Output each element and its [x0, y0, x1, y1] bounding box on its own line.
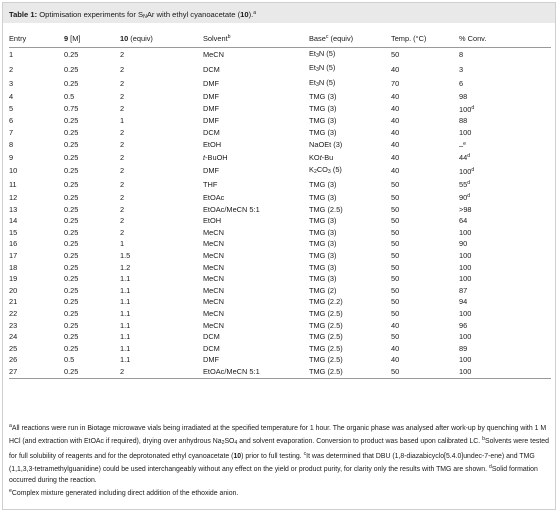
cell-conversion: 55$^d$	[459, 180, 471, 190]
cell-equiv: 2	[120, 192, 125, 202]
cell-equiv: 1.1	[120, 308, 131, 318]
cell-conversion: 100	[459, 262, 472, 272]
cell-entry: 16	[9, 239, 18, 249]
cell-entry: 2	[9, 64, 14, 74]
cell-solvent: EtOH	[203, 140, 222, 150]
cell-base: TMG (3)	[309, 262, 337, 272]
cell-conversion: 96	[459, 320, 468, 330]
cell-temperature: 50	[391, 366, 459, 378]
cell-temperature: 50	[391, 332, 400, 342]
cell-base: TMG (2.5)	[309, 366, 391, 378]
cell-conversion: 100	[459, 274, 472, 284]
cell-solvent: DMF	[203, 355, 220, 365]
table-row	[9, 127, 551, 139]
cell-conversion: >98	[459, 204, 472, 214]
cell-solvent: MeCN	[203, 251, 224, 260]
table-caption	[3, 3, 555, 23]
cell-concentration: 0.25	[64, 343, 79, 353]
cell-temperature: 40	[391, 355, 400, 365]
cell-temperature: 70	[391, 79, 400, 89]
cell-conversion: 98	[459, 92, 468, 102]
cell-solvent: MeCN	[203, 285, 224, 295]
cell-base: TMG (2.2)	[309, 297, 343, 307]
caption-text: Optimisation experiments for S	[37, 10, 144, 19]
cell-entry: 4	[9, 92, 14, 102]
caption-sub: N	[143, 14, 147, 20]
cell-entry: 19	[9, 274, 18, 284]
cell-temperature: 40	[391, 92, 400, 102]
cell-conversion: 8	[459, 50, 464, 59]
cell-conversion: 89	[459, 343, 468, 353]
cell-solvent: DMF	[203, 79, 220, 89]
cell-concentration: 0.25	[64, 297, 79, 307]
cell-entry: 20	[9, 285, 18, 295]
table-row	[9, 262, 551, 274]
cell-concentration: 0.25	[64, 332, 79, 342]
cell-solvent: MeCN	[203, 308, 224, 318]
header-equiv: 10 (equiv)	[120, 31, 203, 47]
cell-base: NaOEt (3)	[309, 140, 343, 150]
cell-concentration: 0.25	[64, 285, 79, 295]
header-row	[9, 31, 551, 47]
cell-temperature: 50	[391, 285, 400, 295]
cell-equiv: 2	[120, 152, 125, 162]
cell-conversion: 90	[459, 239, 468, 249]
cell-equiv: 1.1	[120, 297, 131, 307]
cell-conversion: –$^e$	[459, 140, 467, 150]
cell-entry: 8	[9, 140, 14, 150]
table-row	[9, 238, 551, 250]
cell-entry: 5	[9, 104, 14, 114]
cell-solvent: DCM	[203, 332, 220, 342]
cell-concentration: 0.25	[64, 192, 79, 202]
footnote-abc: $^a$All reactions were run in Biotage microwave vials being irradiated at the specified temperature for 1 hour. The organic phase was analysed after work-up by quenching with 1 M HCl (and extraction with EtOAc if required), drying over anhydrous $Na_2SO_4$ and solvent evaporation. Conversion to product was based upon calibrated LC. $^b$Solvents were tested for full solubility of reagents and for the deprotonated ethyl cyanoacetate (10) prior to full testing. $^c$It was determined that DBU (1,8-diazabicyclo[5.4.0]undec-7-ene) and TMG (1,1,3,3-tetramethylguanidine) could be used interchangeably without any effect on the yield or product purity, for clarity only the results with TMG are shown. $^d$Solid formation occurred during the reaction.	[9, 423, 549, 484]
header-temperature: Temp. (°C)	[391, 31, 459, 47]
cell-conversion: 3	[459, 64, 464, 74]
cell-equiv: 2	[120, 79, 125, 89]
cell-base: TMG (2.5)	[309, 332, 343, 342]
cell-base: KOt-Bu	[309, 152, 334, 162]
table-row	[9, 331, 551, 343]
cell-concentration: 0.25	[64, 262, 79, 272]
cell-conversion: 100$^d$	[459, 166, 475, 176]
table-row	[9, 296, 551, 308]
header-solvent: Solvent$^b$	[203, 31, 309, 47]
cell-temperature: 50	[391, 179, 400, 189]
table-row	[9, 164, 551, 179]
table-row	[9, 343, 551, 355]
cell-conversion: 100	[459, 251, 472, 260]
cell-temperature: 40	[391, 152, 400, 162]
cell-concentration: 0.25	[64, 128, 79, 138]
table-row	[9, 285, 551, 297]
cell-concentration: 0.25	[64, 308, 79, 318]
cell-entry: 17	[9, 251, 18, 260]
cell-solvent: DCM	[203, 128, 220, 138]
cell-concentration: 0.25	[64, 50, 79, 59]
cell-base: TMG (2.5)	[309, 308, 343, 318]
cell-conversion: 88	[459, 116, 468, 126]
cell-temperature: 50	[391, 251, 400, 260]
table-row	[9, 139, 551, 152]
cell-equiv: 2	[120, 227, 125, 237]
cell-concentration: 0.25	[64, 274, 79, 284]
cell-temperature: 50	[391, 50, 400, 59]
cell-concentration: 0.25	[64, 79, 79, 89]
cell-base: $Et_3N$ (5)	[309, 63, 336, 74]
caption-text-mid: Ar with ethyl cyanoacetate (	[146, 10, 241, 19]
cell-temperature: 40	[391, 140, 400, 150]
cell-equiv: 1.1	[120, 274, 131, 284]
cell-entry: 26	[9, 355, 18, 365]
cell-solvent: DMF	[203, 104, 220, 114]
cell-solvent: EtOAc	[203, 192, 225, 202]
cell-concentration: 0.25	[64, 227, 79, 237]
cell-concentration: 0.25	[64, 366, 120, 378]
cell-solvent: MeCN	[203, 297, 224, 307]
optimisation-table	[9, 31, 551, 379]
table-row	[9, 62, 551, 77]
cell-entry: 1	[9, 50, 14, 59]
cell-concentration: 0.25	[64, 140, 79, 150]
cell-base: TMG (3)	[309, 251, 337, 260]
cell-base: TMG (2.5)	[309, 343, 343, 353]
cell-solvent: DMF	[203, 166, 220, 176]
cell-entry: 25	[9, 343, 18, 353]
cell-equiv: 1.1	[120, 320, 131, 330]
cell-solvent: DMF	[203, 116, 220, 126]
cell-temperature: 40	[391, 166, 400, 176]
cell-entry: 27	[9, 366, 64, 378]
header-conversion: % Conv.	[459, 31, 551, 47]
cell-entry: 13	[9, 204, 18, 214]
cell-temperature: 40	[391, 343, 400, 353]
cell-solvent: MeCN	[203, 50, 224, 59]
cell-entry: 12	[9, 192, 18, 202]
cell-concentration: 0.25	[64, 64, 79, 74]
cell-entry: 22	[9, 308, 18, 318]
cell-conversion: 44$^d$	[459, 153, 471, 163]
cell-conversion: 100	[459, 332, 472, 342]
cell-concentration: 0.25	[64, 251, 79, 260]
table-row	[9, 366, 551, 378]
cell-temperature: 50	[391, 297, 400, 307]
cell-concentration: 0.25	[64, 204, 79, 214]
cell-equiv: 2	[120, 166, 125, 176]
cell-entry: 7	[9, 128, 14, 138]
cell-base: TMG (3)	[309, 179, 337, 189]
cell-conversion: 90$^d$	[459, 193, 471, 203]
cell-base: TMG (2.5)	[309, 204, 343, 214]
cell-equiv: 2	[120, 104, 125, 114]
table-footnotes	[9, 421, 551, 499]
table-row	[9, 308, 551, 320]
cell-base: TMG (3)	[309, 116, 337, 126]
cell-base: $Et_3N$ (5)	[309, 77, 336, 88]
cell-entry: 18	[9, 262, 18, 272]
cell-temperature: 40	[391, 104, 400, 114]
cell-equiv: 1.5	[120, 251, 131, 260]
cell-equiv: 1.1	[120, 332, 131, 342]
cell-entry: 21	[9, 297, 18, 307]
cell-base: TMG (3)	[309, 104, 337, 114]
cell-base: TMG (3)	[309, 274, 337, 284]
cell-base: TMG (2.5)	[309, 355, 343, 365]
cell-temperature: 50	[391, 262, 400, 272]
caption-compound: 10	[240, 10, 249, 19]
cell-solvent: EtOAc/MeCN 5:1	[203, 366, 309, 378]
cell-temperature: 40	[391, 128, 400, 138]
cell-solvent: DCM	[203, 343, 220, 353]
cell-entry: 24	[9, 332, 18, 342]
cell-equiv: 2	[120, 140, 125, 150]
cell-concentration: 0.75	[64, 104, 79, 114]
caption-label: Table 1:	[9, 10, 38, 19]
cell-base: TMG (3)	[309, 239, 337, 249]
cell-concentration: 0.25	[64, 216, 79, 226]
cell-temperature: 40	[391, 116, 400, 126]
cell-base: TMG (3)	[309, 227, 337, 237]
cell-solvent: EtOH	[203, 216, 222, 226]
cell-temperature: 50	[391, 204, 400, 214]
cell-solvent: THF	[203, 179, 218, 189]
header-entry: Entry	[9, 31, 64, 47]
cell-concentration: 0.25	[64, 179, 79, 189]
table-body	[9, 47, 551, 378]
cell-base: $Et_3N$ (5)	[309, 48, 336, 59]
cell-equiv: 2	[120, 366, 203, 378]
cell-equiv: 2	[120, 92, 125, 102]
cell-conversion: 100	[459, 227, 472, 237]
table-row	[9, 354, 551, 366]
cell-solvent: MeCN	[203, 227, 224, 237]
cell-conversion: 64	[459, 216, 468, 226]
cell-entry: 10	[9, 166, 18, 176]
cell-concentration: 0.5	[64, 355, 75, 365]
cell-base: TMG (3)	[309, 92, 337, 102]
cell-base: TMG (3)	[309, 128, 337, 138]
cell-solvent: MeCN	[203, 274, 224, 284]
cell-conversion: 94	[459, 297, 468, 307]
cell-solvent: EtOAc/MeCN 5:1	[203, 204, 260, 214]
cell-solvent: DMF	[203, 92, 220, 102]
cell-equiv: 2	[120, 204, 125, 214]
table-row	[9, 320, 551, 332]
cell-base: TMG (2.5)	[309, 320, 343, 330]
cell-concentration: 0.25	[64, 116, 79, 126]
cell-entry: 15	[9, 227, 18, 237]
table-row	[9, 250, 551, 262]
table-row	[9, 215, 551, 227]
cell-equiv: 2	[120, 64, 125, 74]
cell-conversion: 87	[459, 285, 468, 295]
cell-equiv: 2	[120, 179, 125, 189]
header-concentration: 9 [M]	[64, 31, 120, 47]
cell-entry: 11	[9, 179, 17, 189]
cell-conversion: 100	[459, 308, 472, 318]
table-figure	[2, 2, 556, 510]
cell-equiv: 1.1	[120, 285, 131, 295]
cell-temperature: 50	[391, 192, 400, 202]
table-row	[9, 227, 551, 239]
table-row	[9, 47, 551, 62]
cell-temperature: 40	[391, 64, 400, 74]
caption-footnote-mark: a	[253, 10, 257, 16]
cell-equiv: 1.2	[120, 262, 131, 272]
cell-entry: 9	[9, 152, 14, 162]
cell-base: TMG (3)	[309, 192, 337, 202]
cell-base: $K_2CO_3$ (5)	[309, 164, 342, 175]
cell-concentration: 0.25	[64, 239, 79, 249]
cell-conversion: 6	[459, 79, 464, 89]
cell-conversion: 100$^d$	[459, 104, 475, 114]
table-row	[9, 103, 551, 116]
cell-equiv: 1	[120, 116, 125, 126]
cell-solvent: DCM	[203, 64, 220, 74]
cell-concentration: 0.5	[64, 92, 75, 102]
cell-solvent: MeCN	[203, 320, 224, 330]
cell-conversion: 100	[459, 128, 472, 138]
table-row	[9, 77, 551, 92]
cell-base: TMG (3)	[309, 216, 337, 226]
header-base: Base$^c$ (equiv)	[309, 31, 391, 47]
footnote-e: $^e$Complex mixture generated including direct addition of the ethoxide anion.	[9, 488, 239, 498]
cell-entry: 3	[9, 79, 14, 89]
cell-equiv: 2	[120, 128, 125, 138]
table-row	[9, 273, 551, 285]
cell-temperature: 40	[391, 320, 400, 330]
cell-entry: 23	[9, 320, 18, 330]
table-row	[9, 178, 551, 191]
cell-equiv: 2	[120, 216, 125, 226]
cell-entry: 14	[9, 216, 18, 226]
cell-concentration: 0.25	[64, 152, 79, 162]
cell-equiv: 1.1	[120, 355, 131, 365]
cell-solvent: MeCN	[203, 262, 224, 272]
table-row	[9, 191, 551, 204]
cell-solvent: t-BuOH	[203, 152, 228, 162]
cell-temperature: 50	[391, 227, 400, 237]
cell-concentration: 0.25	[64, 166, 79, 176]
cell-concentration: 0.25	[64, 320, 79, 330]
table-row	[9, 151, 551, 164]
cell-solvent: MeCN	[203, 239, 224, 249]
cell-temperature: 50	[391, 216, 400, 226]
cell-conversion: 100	[459, 355, 472, 365]
cell-temperature: 50	[391, 274, 400, 284]
table-row	[9, 91, 551, 103]
cell-temperature: 50	[391, 308, 400, 318]
cell-equiv: 1.1	[120, 343, 131, 353]
caption-text-post: ).	[248, 10, 254, 19]
cell-temperature: 50	[391, 239, 400, 249]
cell-equiv: 2	[120, 50, 125, 59]
table-row	[9, 204, 551, 216]
cell-entry: 6	[9, 116, 14, 126]
cell-base: TMG (2)	[309, 285, 337, 295]
table-row	[9, 115, 551, 127]
cell-equiv: 1	[120, 239, 125, 249]
cell-conversion: 100	[459, 366, 551, 378]
